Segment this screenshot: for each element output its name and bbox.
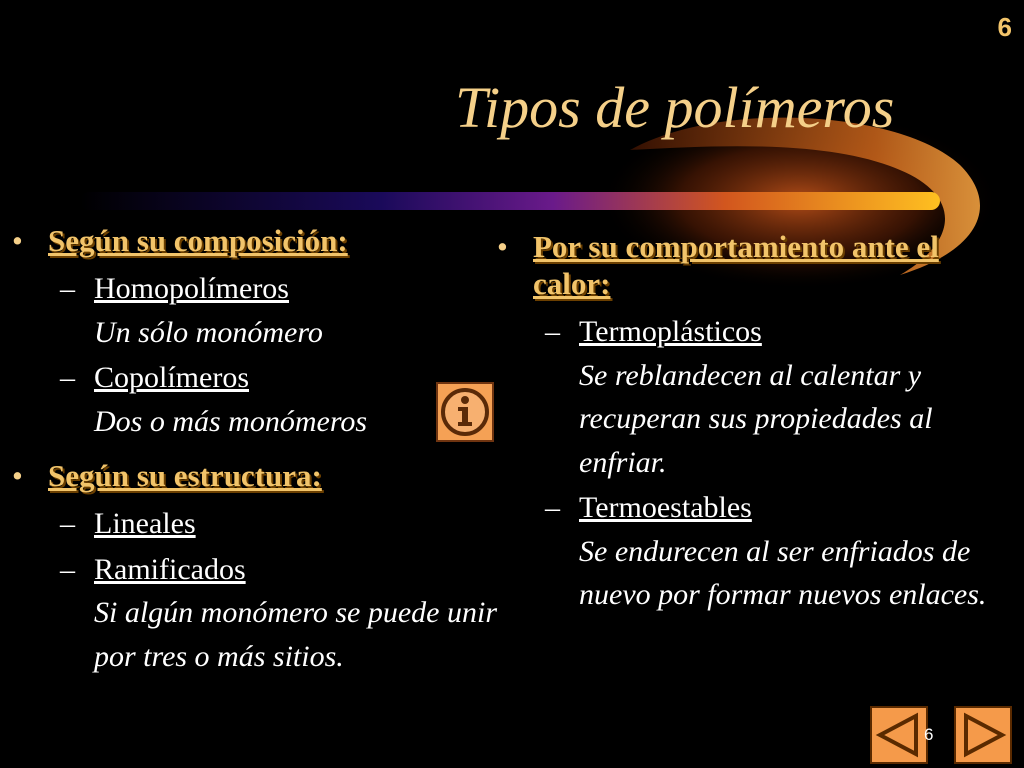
sub-item-termoestables xyxy=(545,486,1007,617)
sub-item-label[interactable]: Homopolímeros xyxy=(94,272,289,306)
dash-icon: – xyxy=(545,315,560,349)
sub-item-label[interactable]: Termoestables xyxy=(579,491,752,525)
dash-icon: – xyxy=(545,491,560,525)
sub-item-ramificados xyxy=(60,548,532,679)
bullet-dot-icon: • xyxy=(12,223,23,258)
sub-item-homopolimeros xyxy=(60,267,532,354)
dash-icon: – xyxy=(60,361,75,395)
dash-icon: – xyxy=(60,507,75,541)
page-number: 6 xyxy=(997,12,1012,42)
sub-item-label[interactable]: Termoplásticos xyxy=(579,315,762,349)
sub-item-description: Si algún monómero se puede unir por tres o más sitios. xyxy=(94,596,498,673)
sub-item-description: Un sólo monómero xyxy=(94,315,323,349)
sub-item-termoplasticos xyxy=(545,310,1007,484)
bullet-dot-icon: • xyxy=(12,458,23,494)
bullet-dot-icon: • xyxy=(497,229,508,264)
bullet-heading[interactable]: Por su comportamiento ante el calor: xyxy=(533,229,939,302)
sub-item-description: Se endurecen al ser enfriados de nuevo por formar nuevos enlaces. xyxy=(579,534,987,612)
dash-icon: – xyxy=(60,272,75,306)
triangle-right-icon xyxy=(956,708,1010,762)
bullet-heat-behavior xyxy=(497,228,1007,302)
bullet-heading[interactable]: Según su composición: xyxy=(48,223,348,258)
left-column xyxy=(12,222,532,680)
sub-item-label[interactable]: Ramificados xyxy=(94,552,246,586)
next-slide-button[interactable] xyxy=(954,706,1012,764)
sub-item-description: Se reblandecen al calentar y recuperan sus propiedades al enfriar. xyxy=(579,358,933,479)
previous-slide-button[interactable] xyxy=(870,706,928,764)
sub-item-description: Dos o más monómeros xyxy=(94,404,368,438)
triangle-left-icon xyxy=(872,708,926,762)
sub-item-lineales xyxy=(60,502,532,546)
bullet-heading[interactable]: Según su estructura: xyxy=(48,458,322,494)
info-icon[interactable] xyxy=(436,382,494,442)
info-glyph-icon xyxy=(438,384,492,440)
right-column xyxy=(497,228,1007,619)
sub-item-label[interactable]: Copolímeros xyxy=(94,361,249,395)
bullet-composition xyxy=(12,222,532,259)
dash-icon: – xyxy=(60,552,75,586)
slide-title: Tipos de polímeros xyxy=(455,75,895,140)
slide-number-small: 6 xyxy=(924,725,934,744)
sub-item-label[interactable]: Lineales xyxy=(94,507,196,541)
bullet-structure xyxy=(12,457,532,494)
